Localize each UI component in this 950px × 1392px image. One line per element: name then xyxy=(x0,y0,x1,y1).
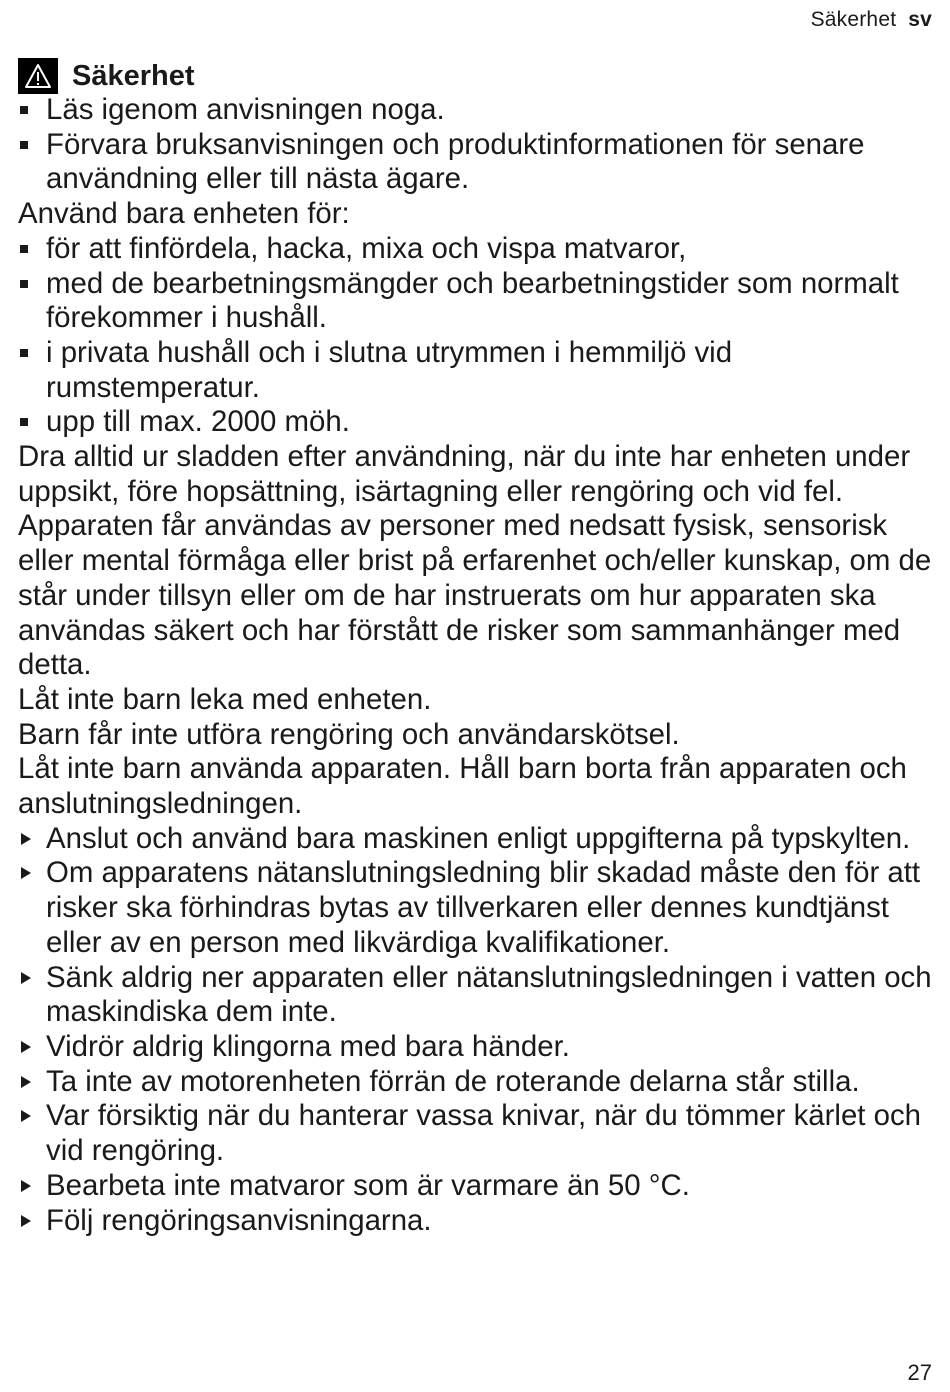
arrow-bullet-icon xyxy=(21,972,31,984)
instruction-item xyxy=(18,961,933,1030)
use-only-heading: Använd bara enheten för: xyxy=(18,197,350,231)
square-bullet-icon xyxy=(20,418,28,426)
instruction-item xyxy=(18,822,933,857)
instruction-text: Vidrör aldrig klingorna med bara händer. xyxy=(46,1029,570,1063)
header-section-label: Säkerhet xyxy=(810,8,897,31)
instruction-item xyxy=(18,1030,933,1065)
square-bullet-icon xyxy=(20,349,28,357)
instruction-item xyxy=(18,1099,933,1168)
instruction-item xyxy=(18,856,933,960)
square-bullet-icon xyxy=(20,106,28,114)
paragraph: Låt inte barn leka med enheten. xyxy=(18,682,432,716)
square-bullet-icon xyxy=(20,141,28,149)
safety-section xyxy=(18,54,933,1238)
list-item-text: upp till max. 2000 möh. xyxy=(46,405,350,439)
section-heading xyxy=(18,54,933,98)
list-item xyxy=(18,405,933,440)
instruction-text: Följ rengöringsanvisningarna. xyxy=(46,1203,432,1237)
instruction-item xyxy=(18,1169,933,1204)
instruction-text: Var försiktig när du hanterar vassa knivar, när du tömmer kärlet och vid rengöring. xyxy=(46,1099,922,1168)
paragraph: Dra alltid ur sladden efter användning, när du inte har enheten under uppsikt, före hopsättning, isärtagning eller rengöring och vid fel. xyxy=(18,440,911,508)
arrow-bullet-icon xyxy=(21,1215,31,1227)
instruction-text: Anslut och använd bara maskinen enligt uppgifterna på typskylten. xyxy=(46,821,911,855)
arrow-bullet-icon xyxy=(21,1180,31,1192)
warning-triangle-icon xyxy=(18,58,58,94)
running-header xyxy=(811,8,932,32)
list-item xyxy=(18,93,933,128)
arrow-bullet-icon xyxy=(21,867,31,879)
paragraph: Låt inte barn använda apparaten. Håll barn borta från apparaten och anslutningsledningen. xyxy=(18,752,907,821)
list-item xyxy=(18,336,933,405)
page-title: Säkerhet xyxy=(72,59,195,92)
square-bullet-icon xyxy=(20,245,28,253)
list-item-text: med de bearbetningsmängder och bearbetningstider som normalt förekommer i hushåll. xyxy=(46,266,899,335)
list-item xyxy=(18,128,933,197)
list-item xyxy=(18,267,933,336)
instruction-item xyxy=(18,1065,933,1100)
list-item xyxy=(18,232,933,267)
arrow-bullet-icon xyxy=(21,1076,31,1088)
paragraph: Apparaten får användas av personer med nedsatt fysisk, sensorisk eller mental förmåga eller brist på erfarenhet och/eller kunskap, om de står under tillsyn eller om de har instruerats om hur apparaten ska användas säkert och har förstått de risker som sammanhänger med detta. xyxy=(18,509,932,682)
arrow-bullet-icon xyxy=(21,1041,31,1053)
list-item-text: Läs igenom anvisningen noga. xyxy=(46,93,445,126)
list-item-text: för att finfördela, hacka, mixa och vispa matvaror, xyxy=(46,231,687,265)
instruction-item xyxy=(18,1204,933,1239)
list-item-text: Förvara bruksanvisningen och produktinformationen för senare användning eller till nästa ägare. xyxy=(46,127,865,196)
instruction-text: Ta inte av motorenheten förrän de roterande delarna står stilla. xyxy=(46,1064,860,1098)
arrow-bullet-icon xyxy=(21,833,31,845)
page-number: 27 xyxy=(907,1360,932,1385)
instruction-text: Om apparatens nätanslutningsledning blir skadad måste den för att risker ska förhindras bytas av tillverkaren eller dennes kundtjänst eller av en person med likvärdiga kvalifikationer. xyxy=(46,856,921,959)
instruction-text: Sänk aldrig ner apparaten eller nätanslutningsledningen i vatten och maskindiska dem inte. xyxy=(46,960,932,1029)
list-item-text: i privata hushåll och i slutna utrymmen i hemmiljö vid rumstemperatur. xyxy=(46,335,733,404)
header-language-code: sv xyxy=(908,8,932,31)
paragraph: Barn får inte utföra rengöring och användarskötsel. xyxy=(18,717,680,751)
instruction-text: Bearbeta inte matvaror som är varmare än 50 °C. xyxy=(46,1168,690,1202)
square-bullet-icon xyxy=(20,280,28,288)
arrow-bullet-icon xyxy=(21,1110,31,1122)
